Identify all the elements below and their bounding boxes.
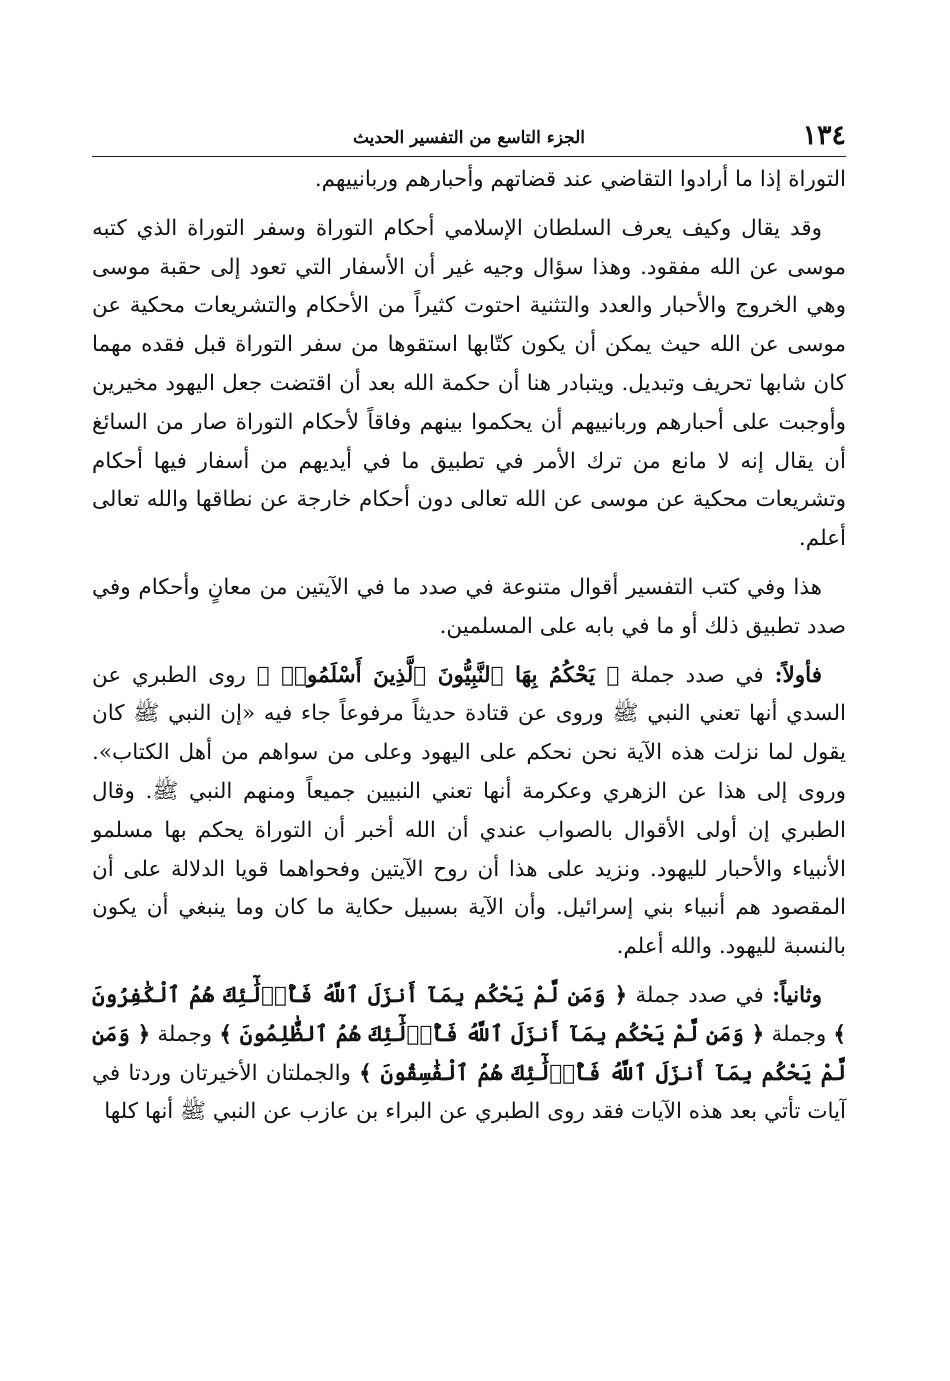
second-point-text: والجملتان الأخيرتان وردتا في آيات تأتي بعد هذه الآيات فقد روى الطبري عن البراء بن عازب عن النبي ﷺ أنها كلها (92, 1060, 846, 1125)
page-number: ١٣٤ (802, 120, 846, 151)
second-point-intro: في صدد جملة (627, 982, 773, 1008)
paragraph-continuation: التوراة إذا ما أرادوا التقاضي عند قضاتهم وأحبارهم وربانييهم. (314, 167, 846, 192)
second-point-connector-2: وجملة (150, 1021, 220, 1047)
quran-verse-wrongdoers: ﴿ وَمَن لَّمْ يَحْكُم بِمَآ أَنزَلَ ٱللَّهُ فَأُو۟لَٰٓئِكَ هُمُ ٱلظَّٰلِمُونَ ﴾ (219, 1021, 765, 1047)
second-point-label: وثانياً: (772, 982, 822, 1008)
paragraph-first-point (92, 657, 846, 967)
second-point-connector-1: وجملة (764, 1021, 834, 1047)
quran-verse-prophets: ﴿ يَحْكُمُ بِهَا ٱلنَّبِيُّونَ ٱلَّذِينَ أَسْلَمُوا۟ ﴾ (256, 662, 620, 688)
first-point-label: فأولاً: (774, 662, 822, 688)
paragraph-interpretations-intro: هذا وفي كتب التفسير أقوال متنوعة في صدد ما في الآيتين من معانٍ وأحكام وفي صدد تطبيق ذلك أو ما في بابه على المسلمين. (92, 574, 846, 639)
paragraph-torah-rulings: وقد يقال وكيف يعرف السلطان الإسلامي أحكام التوراة وسفر التوراة الذي كتبه موسى عن الله مفقود. وهذا سؤال وجيه غير أن الأسفار التي تعود إلى حقبة موسى وهي الخروج والأحبار والعدد والتثنية احتوت كثيراً من الأحكام والتشريعات محكية عن موسى عن الله حيث يمكن أن يكون كتّابها استقوها من سفر التوراة قبل فقده مهما كان شابها تحريف وتبديل. ويتبادر هنا أن حكمة الله بعد أن اقتضت جعل اليهود مخيرين وأوجبت على أحبارهم وربانييهم أن يحكموا بينهم وفاقاً لأحكام التوراة صار من السائغ أن يقال إنه لا مانع من ترك الأمر في تطبيق ما في أيديهم من أسفار فيها أحكام وتشريعات محكية عن موسى عن الله تعالى دون أحكام خارجة عن نطاقها والله تعالى أعلم. (92, 215, 846, 552)
book-page (92, 118, 846, 1142)
quran-verse-disbelievers: ﴿ وَمَن لَّمْ يَحْكُم بِمَآ أَنزَلَ ٱللَّهُ فَأُو۟لَٰٓئِكَ هُمُ ٱلْكَٰفِرُونَ ﴾ (92, 982, 846, 1047)
first-point-text: روى الطبري عن السدي أنها تعني النبي ﷺ وروى عن قتادة حديثاً مرفوعاً جاء فيه «إن النبي ﷺ كان يقول لما نزلت هذه الآية نحن نحكم على اليهود وعلى من سواهم من أهل الكتاب». وروى إلى هذا عن الزهري وعكرمة أنها تعني النبيين جميعاً ومنهم النبي ﷺ. وقال الطبري إن أولى الأقوال بالصواب عندي أن الله أخبر أن التوراة يحكم بها مسلمو الأنبياء والأحبار لليهود. ونزيد على هذا أن روح الآيتين وفحواهما قويا الدلالة على أن المقصود هم أنبياء بني إسرائيل. وأن الآية بسبيل حكاية ما كان وما ينبغي أن يكون بالنسبة لليهود. والله أعلم. (92, 662, 846, 960)
paragraph-second-point (92, 977, 846, 1132)
first-point-intro: في صدد جملة (619, 662, 775, 688)
quran-verse-defiantly-disobedient: ﴿ وَمَن لَّمْ يَحْكُم بِمَآ أَنزَلَ ٱللَّهُ فَأُو۟لَٰٓئِكَ هُمُ ٱلْفَٰسِقُونَ ﴾ (92, 1021, 846, 1086)
page-body (92, 161, 846, 1132)
running-title: الجزء التاسع من التفسير الحديث (352, 128, 585, 148)
page-header (92, 118, 846, 157)
